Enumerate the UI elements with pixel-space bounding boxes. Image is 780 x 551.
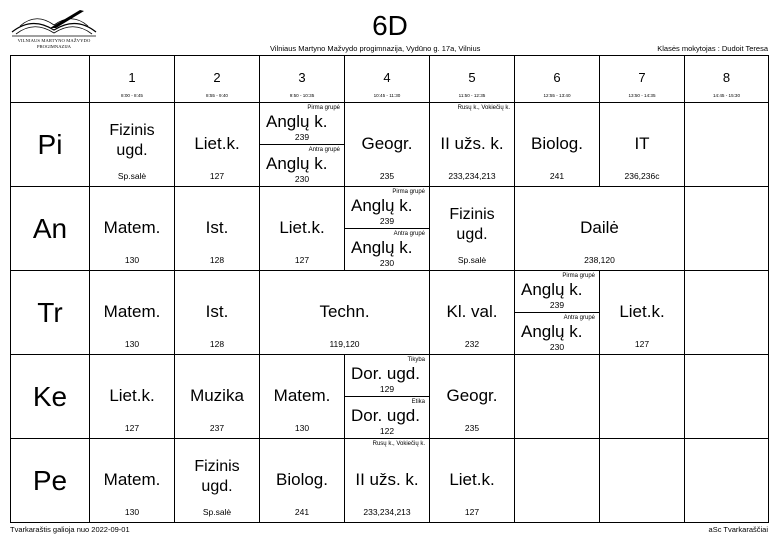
lesson-room: 230 [379,258,395,268]
lesson-cell[interactable] [175,103,260,187]
lesson-subject: Matem. [273,386,331,405]
lesson-subject: Dor. ugd. [351,406,420,425]
period-number: 5 [468,70,476,85]
group-label: Antra grupė [393,231,425,237]
lesson-room: 235 [464,423,480,433]
lesson-room: 122 [379,426,395,436]
lesson-subject: Geogr. [446,386,498,405]
empty-cell [685,439,768,522]
period-number: 7 [638,70,646,85]
lesson-subject: Anglų k. [266,112,328,131]
lesson-subject: Liet.k. [279,218,325,237]
validity-note: Tvarkaraštis galioja nuo 2022-09-01 [10,525,130,534]
lesson-room: 129 [379,384,395,394]
lesson-room: 239 [549,300,565,310]
split-lesson-cell[interactable] [345,187,430,271]
lesson-cell[interactable] [90,103,175,187]
lesson-room: 232 [464,339,480,349]
corner-cell [11,56,90,103]
period-time: 10:45 - 11:30 [373,93,401,98]
lesson-room: 130 [124,255,140,265]
lesson-group-top[interactable] [345,187,429,229]
empty-cell [515,355,600,439]
period-time: 12:55 - 13:40 [543,93,571,98]
period-number: 8 [722,70,731,85]
lesson-subject: Biolog. [531,134,583,153]
lesson-room: 233,234,213 [363,507,411,517]
lesson-room: 128 [209,339,225,349]
software-brand: aSc Tvarkaraščiai [708,525,768,534]
group-label: Antra grupė [563,315,595,321]
lesson-cell[interactable] [430,187,515,271]
lesson-subject: Liet.k. [619,302,665,321]
lesson-cell[interactable] [515,103,600,187]
lesson-group-top[interactable] [260,103,344,145]
period-number: 1 [128,70,136,85]
lesson-room: 130 [124,339,140,349]
timetable-grid [10,55,769,523]
lesson-room: Sp.salė [457,255,487,265]
empty-cell [600,439,685,522]
day-name: Pi [37,129,63,160]
group-label: Etika [411,399,425,405]
lesson-subject: Matem. [103,218,161,237]
lesson-room: 241 [294,507,310,517]
lesson-group-bottom[interactable] [515,313,599,355]
period-time: 14:45 - 15:30 [712,93,741,98]
lesson-subject: Liet.k. [194,134,240,153]
page-title: 6D [372,10,408,41]
lesson-group-top[interactable] [515,271,599,313]
lesson-room: 237 [209,423,225,433]
lesson-group-bottom[interactable] [260,145,344,187]
lesson-cell[interactable] [600,271,685,355]
group-label: Rusų k., Vokiečių k. [372,441,425,447]
lesson-subject: Fizinis ugd. [449,206,495,243]
lesson-room: 128 [209,255,225,265]
period-number: 2 [213,70,221,85]
lesson-cell-double[interactable] [260,271,430,355]
lesson-room: 130 [294,423,310,433]
empty-cell [685,103,768,187]
period-time: 8:00 - 8:45 [121,93,143,98]
period-header-8 [685,56,768,103]
lesson-subject: Geogr. [361,134,413,153]
period-time: 8:55 - 9:40 [206,93,228,98]
lesson-cell[interactable] [90,271,175,355]
period-header-6 [515,56,600,103]
lesson-subject: Liet.k. [109,386,155,405]
lesson-subject: Matem. [103,470,161,489]
lesson-subject: Biolog. [276,470,328,489]
lesson-cell[interactable] [260,187,345,271]
lesson-room: Sp.salė [202,507,232,517]
split-lesson-cell[interactable] [515,271,600,355]
lesson-cell[interactable] [175,271,260,355]
empty-cell [685,187,768,271]
logo-text-line1: VILNIAUS MARTYNO MAŽVYDO [17,38,91,43]
day-name: Ke [32,381,68,412]
period-number: 3 [298,70,306,85]
lesson-subject: Kl. val. [446,302,498,321]
lesson-cell[interactable] [175,187,260,271]
split-lesson-cell[interactable] [260,103,345,187]
group-label: Pirma grupė [392,189,425,195]
lesson-room: 230 [294,174,310,184]
lesson-room: 127 [294,255,310,265]
lesson-room: 119,120 [329,339,360,349]
lesson-subject: Liet.k. [449,470,495,489]
lesson-cell[interactable] [430,439,515,522]
period-time: 13:50 - 14:35 [628,93,656,98]
group-label: Pirma grupė [307,105,340,111]
lesson-subject: Anglų k. [521,280,583,299]
lesson-cell[interactable] [175,439,260,522]
lesson-subject: Anglų k. [521,322,583,341]
day-name: Tr [37,297,63,328]
period-header-2 [175,56,260,103]
lesson-cell[interactable] [345,103,430,187]
lesson-room: 239 [294,132,310,142]
lesson-subject: II užs. k. [355,470,419,489]
period-header-7 [600,56,685,103]
lesson-cell[interactable] [260,439,345,522]
day-label-wednesday [11,271,90,355]
lesson-room: 238,120 [584,255,615,265]
group-label: Antra grupė [308,147,340,153]
lesson-cell[interactable] [430,271,515,355]
day-name: An [32,213,68,244]
group-label: Tikyba [407,357,425,363]
logo-text-line2: PROGIMNAZIJA [37,44,71,49]
day-label-thursday [11,355,90,439]
period-time: 9:50 - 10:35 [289,93,315,98]
lesson-room: 239 [379,216,395,226]
period-number: 6 [553,70,561,85]
lesson-group-bottom[interactable] [345,229,429,271]
lesson-room: 233,234,213 [448,171,496,181]
lesson-subject: Muzika [190,386,244,405]
day-label-monday [11,103,90,187]
lesson-cell[interactable] [600,103,685,187]
lesson-cell[interactable] [90,439,175,522]
period-header-4 [345,56,430,103]
lesson-room: 130 [124,507,140,517]
lesson-room: 127 [124,423,140,433]
group-label: Rusų k., Vokiečių k. [457,105,510,111]
lesson-cell[interactable] [430,103,515,187]
lesson-cell-double[interactable] [515,187,685,271]
group-label: Pirma grupė [562,273,595,279]
lesson-subject: Anglų k. [266,154,328,173]
lesson-room: 127 [464,507,480,517]
lesson-room: 230 [549,342,565,352]
lesson-group-bottom[interactable] [345,397,429,439]
lesson-cell[interactable] [260,355,345,439]
lesson-subject: Dor. ugd. [351,364,420,383]
lesson-cell[interactable] [90,187,175,271]
lesson-subject: Techn. [319,302,370,321]
lesson-subject: Fizinis ugd. [109,122,155,159]
lesson-subject: Fizinis ugd. [194,458,240,495]
empty-cell [600,355,685,439]
class-teacher: Klasės mokytojas : Dudoit Teresa [657,44,768,53]
lesson-subject: Ist. [205,302,229,321]
period-number: 4 [383,70,391,85]
lesson-subject: Anglų k. [351,196,413,215]
day-label-friday [11,439,90,522]
empty-cell [685,355,768,439]
lesson-subject: Ist. [205,218,229,237]
lesson-group-top[interactable] [345,355,429,397]
day-name: Pe [32,465,68,496]
period-header-1 [90,56,175,103]
lesson-room: 127 [634,339,650,349]
day-label-tuesday [11,187,90,271]
lesson-room: 127 [209,171,225,181]
lesson-subject: II užs. k. [440,134,504,153]
lesson-cell[interactable] [175,355,260,439]
split-lesson-cell[interactable] [345,355,430,439]
school-address: Vilniaus Martyno Mažvydo progimnazija, Vydūno g. 17a, Vilnius [270,44,481,53]
lesson-cell[interactable] [90,355,175,439]
lesson-room: 235 [379,171,395,181]
lesson-subject: Anglų k. [351,238,413,257]
empty-cell [685,271,768,355]
empty-cell [515,439,600,522]
period-time: 11:50 - 12:35 [458,93,486,98]
period-header-5 [430,56,515,103]
lesson-cell[interactable] [345,439,430,522]
lesson-cell[interactable] [430,355,515,439]
lesson-room: 241 [549,171,565,181]
lesson-room: Sp.salė [117,171,147,181]
lesson-subject: IT [634,134,650,153]
lesson-room: 236,236c [624,171,660,181]
period-header-3 [260,56,345,103]
lesson-subject: Dailė [580,218,619,237]
lesson-subject: Matem. [103,302,161,321]
